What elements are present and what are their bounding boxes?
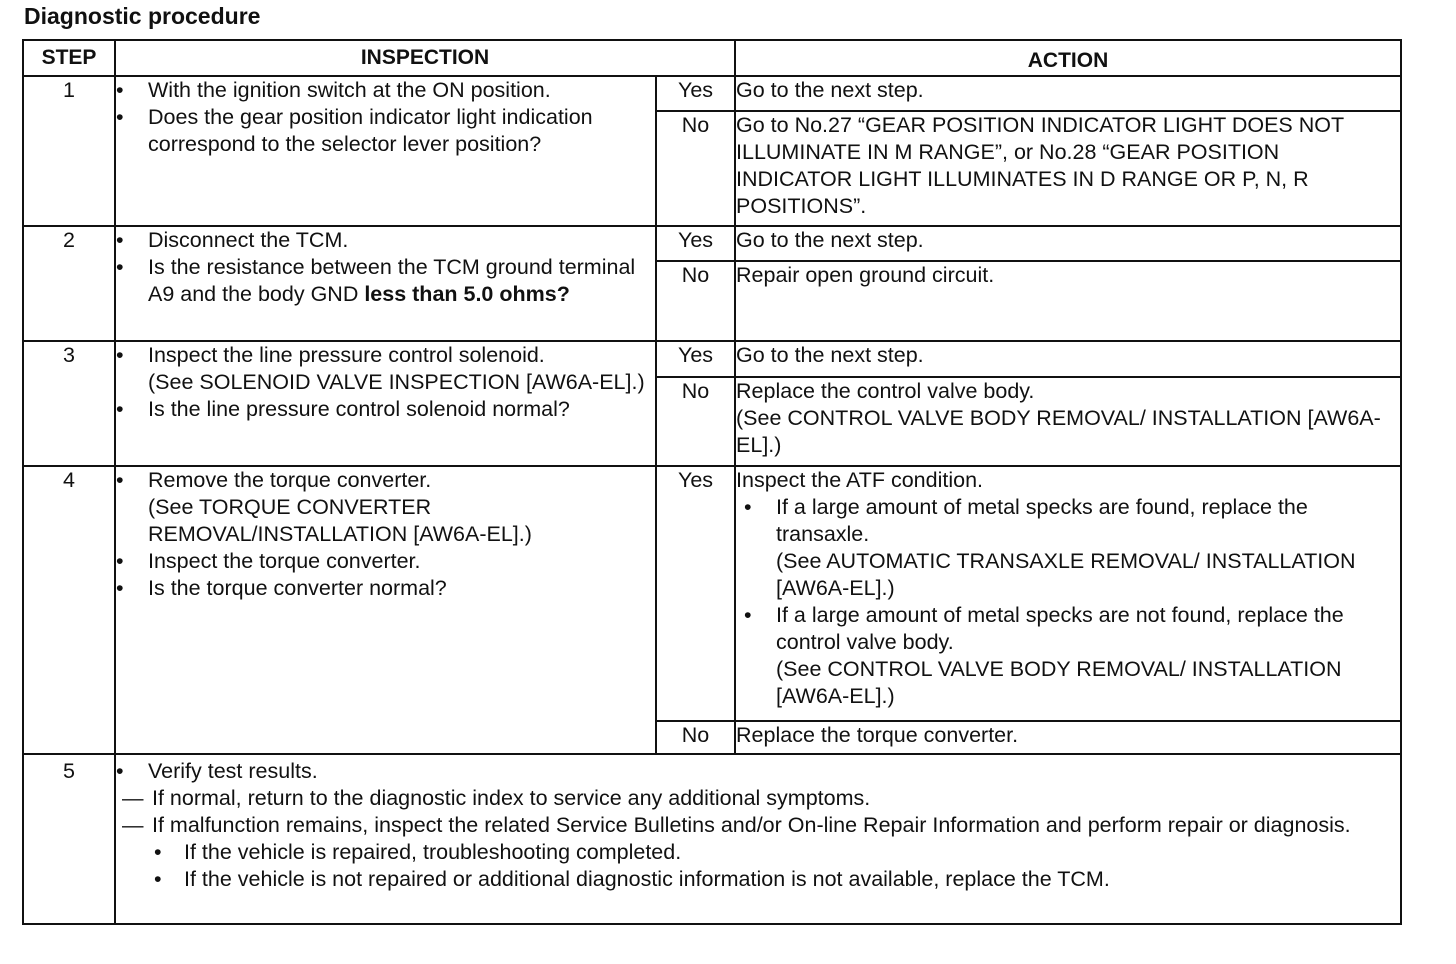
list-item	[116, 254, 655, 308]
step-number: 2	[23, 226, 115, 341]
inspection-text: • Remove the torque converter.	[148, 468, 432, 493]
step-number: 4	[23, 466, 115, 753]
table-row	[23, 76, 1401, 111]
diagnostic-procedure-table	[22, 39, 1402, 925]
inspection-cell	[115, 466, 656, 753]
yes-action	[735, 466, 1401, 720]
table-row	[23, 226, 1401, 261]
no-label: No	[656, 377, 735, 466]
list-item: — If normal, return to the diagnostic index to service any additional symptoms.	[122, 785, 1400, 812]
list-item	[116, 342, 655, 396]
no-action: Replace the torque converter.	[735, 721, 1401, 754]
inspection-text: • Verify test results.	[148, 758, 318, 783]
action-text: Inspect the ATF condition.	[736, 468, 984, 493]
reference-text: (See AUTOMATIC TRANSAXLE REMOVAL/ INSTALLATION [AW6A-EL].)	[776, 549, 1356, 601]
reference-text: (See SOLENOID VALVE INSPECTION [AW6A-EL].)	[148, 370, 645, 395]
list-item	[116, 758, 1400, 785]
inspection-cell	[115, 76, 656, 226]
no-label: No	[656, 111, 735, 226]
action-text: Replace the control valve body.	[736, 379, 1035, 404]
yes-label: Yes	[656, 226, 735, 261]
list-item: • If the vehicle is repaired, troubleshooting completed.	[152, 839, 1400, 866]
header-action: ACTION	[735, 40, 1401, 76]
no-label: No	[656, 721, 735, 754]
list-item	[122, 812, 1400, 893]
inspection-text: Is the resistance between the TCM ground terminal A9 and the body GND	[148, 255, 636, 307]
yes-action: Go to the next step.	[735, 76, 1401, 111]
no-action: Repair open ground circuit.	[735, 261, 1401, 341]
list-item: • With the ignition switch at the ON position.	[116, 77, 655, 104]
inspection-cell	[115, 754, 1401, 924]
header-step: STEP	[23, 40, 115, 76]
list-item: • If the vehicle is not repaired or additional diagnostic information is not available, replace the TCM.	[152, 866, 1400, 893]
step-number: 5	[23, 754, 115, 924]
list-item: • Disconnect the TCM.	[116, 227, 655, 254]
no-action	[735, 377, 1401, 466]
no-label: No	[656, 261, 735, 341]
header-inspection: INSPECTION	[115, 40, 735, 76]
reference-text: (See CONTROL VALVE BODY REMOVAL/ INSTALLATION [AW6A-EL].)	[776, 657, 1342, 709]
no-action: Go to No.27 “GEAR POSITION INDICATOR LIGHT DOES NOT ILLUMINATE IN M RANGE”, or No.28 “GEAR POSITION INDICATOR LIGHT ILLUMINATES IN D RANGE OR P, N, R POSITIONS”.	[735, 111, 1401, 226]
action-text: • If a large amount of metal specks are found, replace the transaxle.	[776, 495, 1308, 547]
yes-label: Yes	[656, 341, 735, 377]
reference-text: (See TORQUE CONVERTER REMOVAL/INSTALLATION [AW6A-EL].)	[148, 495, 532, 547]
list-item	[116, 467, 655, 548]
yes-label: Yes	[656, 76, 735, 111]
inspection-text: • Inspect the line pressure control solenoid.	[148, 343, 545, 368]
inspection-cell	[115, 341, 656, 466]
reference-text: (See CONTROL VALVE BODY REMOVAL/ INSTALLATION [AW6A-EL].)	[736, 406, 1381, 458]
table-row	[23, 466, 1401, 720]
page-title: Diagnostic procedure	[24, 3, 261, 29]
table-header-row	[23, 40, 1401, 76]
list-item: • Does the gear position indicator light indication correspond to the selector lever position?	[116, 104, 655, 158]
inspection-text: — If malfunction remains, inspect the related Service Bulletins and/or On-line Repair Information and perform repair or diagnosis.	[152, 812, 1351, 837]
step-number: 3	[23, 341, 115, 466]
yes-label: Yes	[656, 466, 735, 720]
threshold-text: less than 5.0 ohms?	[364, 282, 570, 307]
list-item	[744, 602, 1400, 710]
table-row	[23, 754, 1401, 924]
inspection-cell	[115, 226, 656, 341]
list-item: • Inspect the torque converter.	[116, 548, 655, 575]
table-row	[23, 341, 1401, 377]
action-text: • If a large amount of metal specks are not found, replace the control valve body.	[776, 603, 1344, 655]
list-item: • Is the torque converter normal?	[116, 575, 655, 602]
yes-action: Go to the next step.	[735, 341, 1401, 377]
yes-action: Go to the next step.	[735, 226, 1401, 261]
step-number: 1	[23, 76, 115, 226]
list-item: • Is the line pressure control solenoid normal?	[116, 396, 655, 423]
list-item	[744, 494, 1400, 602]
